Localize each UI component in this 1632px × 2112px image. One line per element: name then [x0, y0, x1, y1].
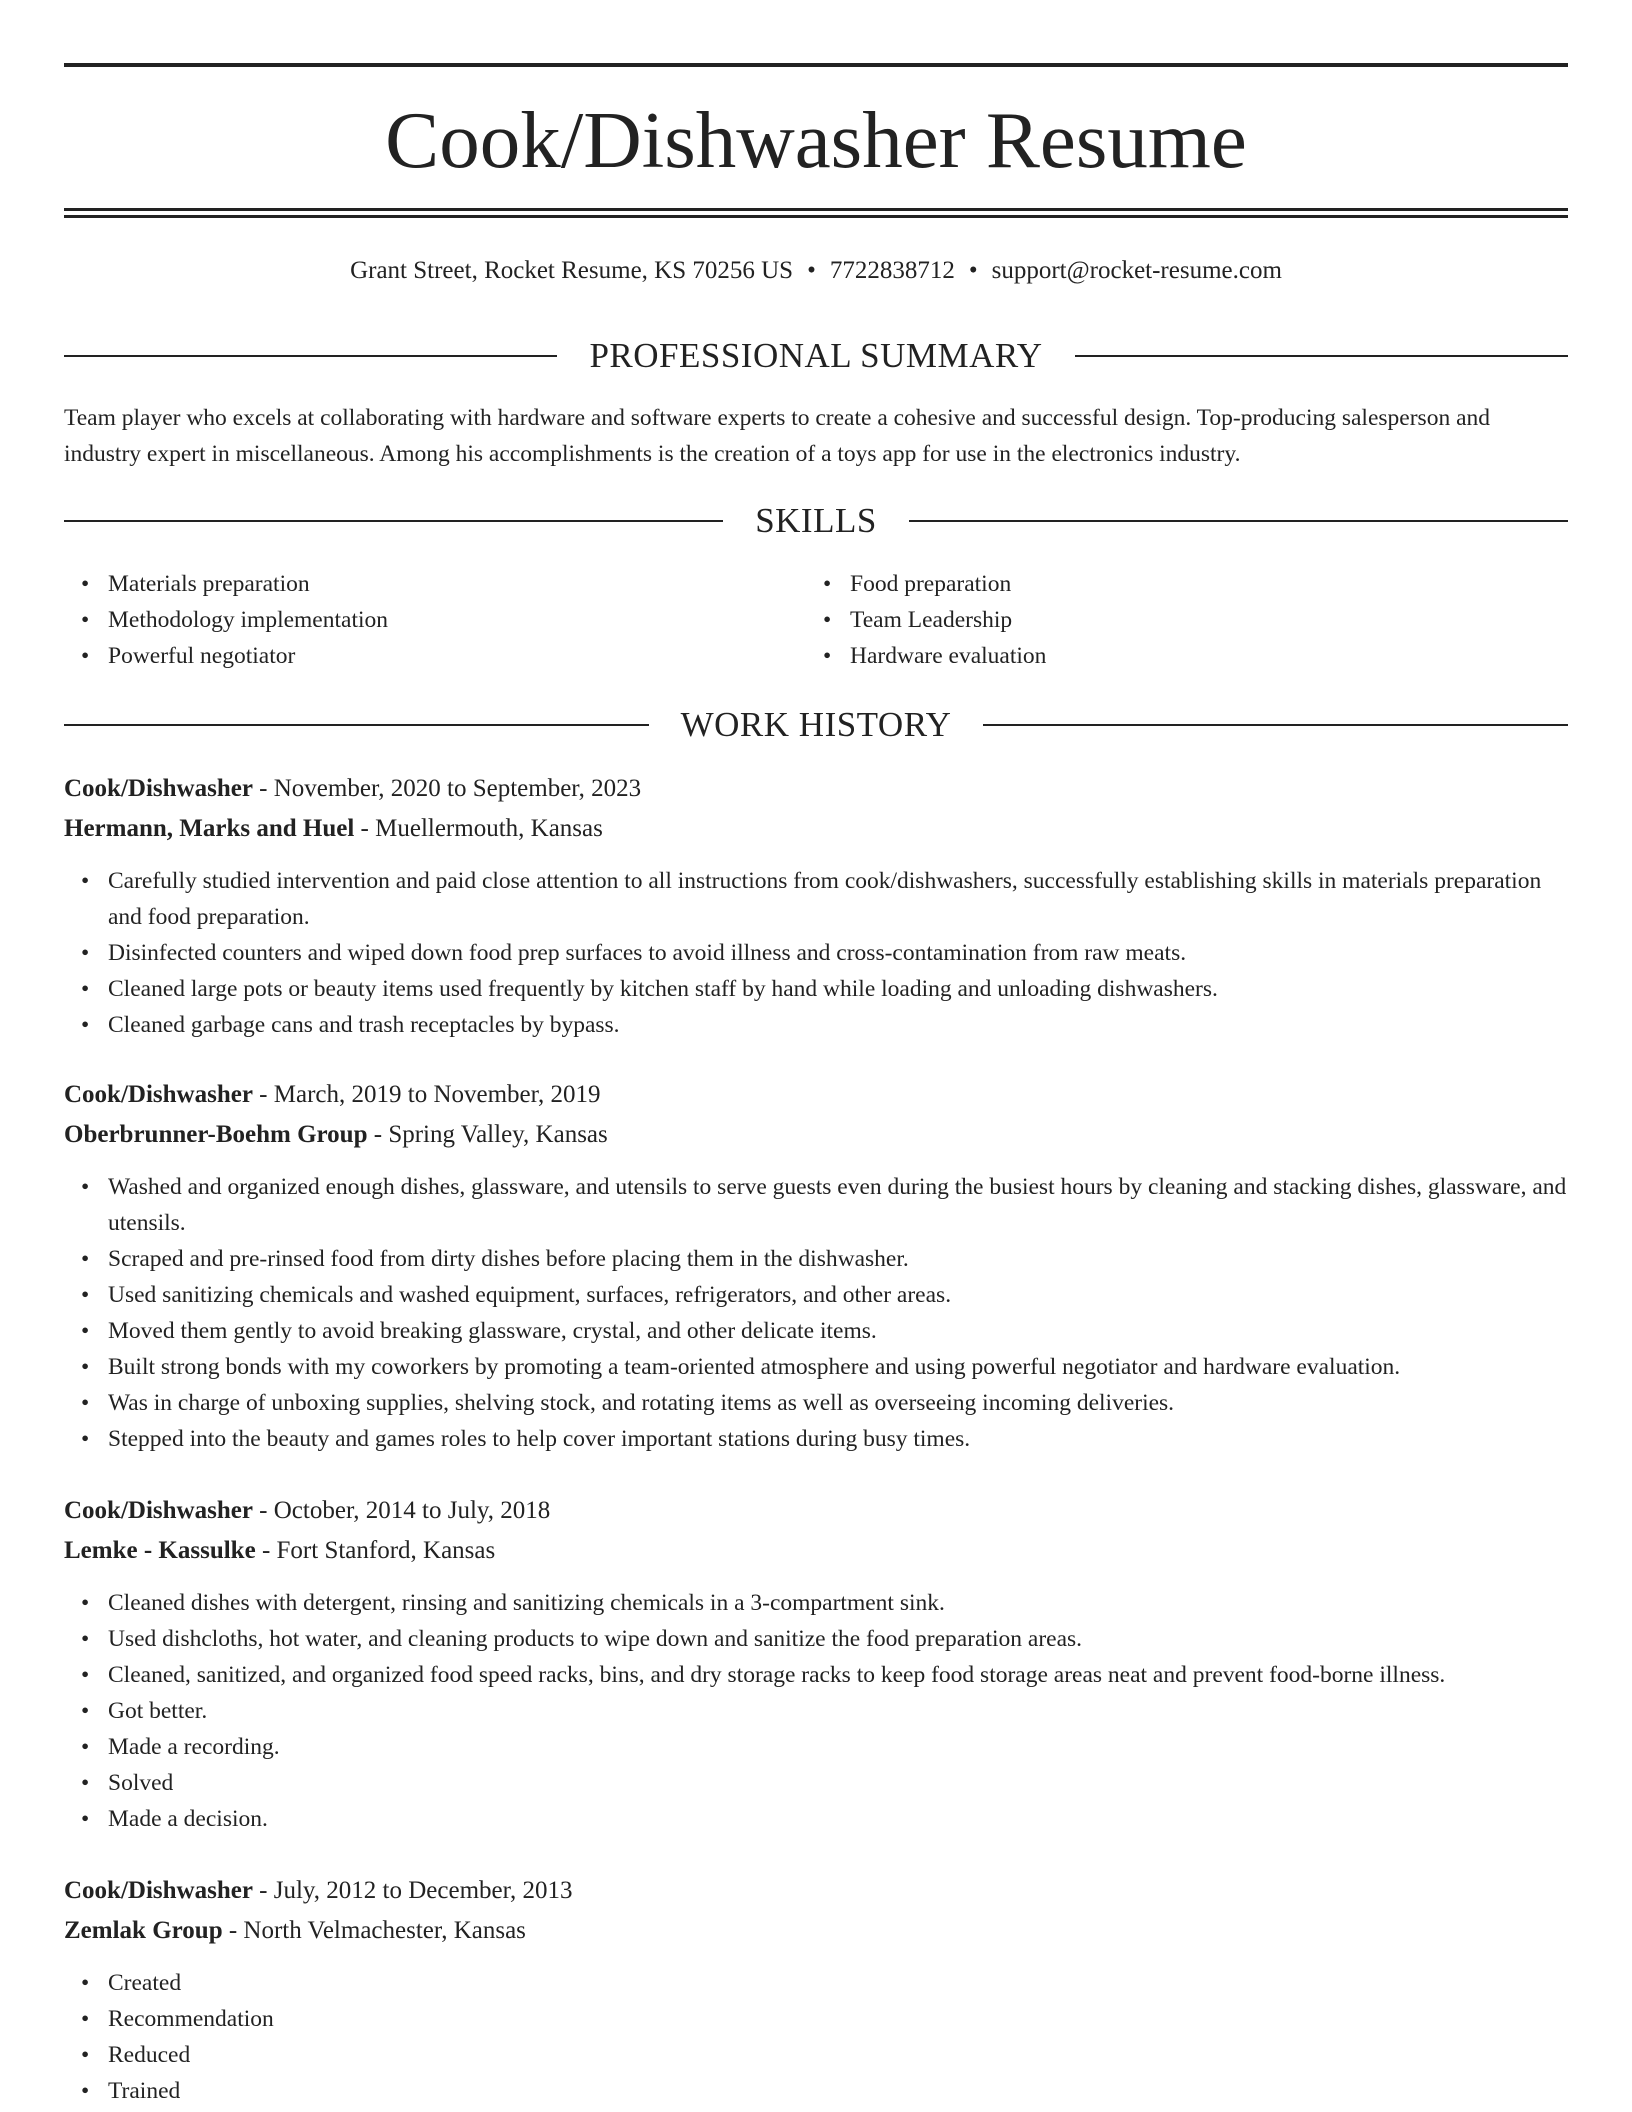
- section-title: SKILLS: [755, 501, 877, 540]
- skill-item: • Powerful negotiator: [64, 638, 806, 674]
- bullet-dot: •: [81, 1626, 90, 1652]
- job-location: - North Velmachester, Kansas: [222, 1917, 526, 1944]
- section-title: WORK HISTORY: [680, 705, 952, 744]
- bullet-dot: •: [81, 1246, 90, 1272]
- job-role: Cook/Dishwasher: [64, 1877, 253, 1904]
- bullet-dot: •: [81, 1282, 90, 1308]
- skill-item: • Food preparation: [806, 566, 1548, 602]
- job-entry: [64, 1491, 1568, 1837]
- heading-rule-left: [64, 355, 557, 357]
- list-item: • Used sanitizing chemicals and washed equipment, surfaces, refrigerators, and other areas.: [64, 1277, 1568, 1313]
- skill-item: • Hardware evaluation: [806, 638, 1548, 674]
- job-company: Oberbrunner-Boehm Group: [64, 1121, 368, 1148]
- list-item: • Made a recording.: [64, 1729, 1568, 1765]
- contact-separator: •: [968, 257, 978, 284]
- job-company-line: [64, 1115, 1568, 1155]
- job-role-line: [64, 1491, 1568, 1531]
- list-item: • Was in charge of unboxing supplies, shelving stock, and rotating items as well as overseeing incoming deliveries.: [64, 1385, 1568, 1421]
- contact-separator: •: [807, 257, 816, 284]
- list-item: • Built strong bonds with my coworkers by promoting a team-oriented atmosphere and using powerful negotiator and hardware evaluation.: [64, 1349, 1568, 1385]
- job-role: Cook/Dishwasher: [64, 1497, 253, 1524]
- bullet-dot: •: [823, 571, 832, 597]
- job-entry: [64, 769, 1568, 1043]
- contact-email: support@rocket-resume.com: [991, 257, 1282, 284]
- job-dates: - October, 2014 to July, 2018: [252, 1497, 551, 1524]
- job-entry: [64, 1871, 1568, 2109]
- job-entry: [64, 1075, 1568, 1457]
- skills-column-left: [64, 566, 806, 674]
- bullet-dot: •: [81, 2006, 90, 2032]
- job-duties-list: [64, 1169, 1568, 1457]
- job-location: - Fort Stanford, Kansas: [255, 1537, 496, 1564]
- job-dates: - March, 2019 to November, 2019: [252, 1081, 601, 1108]
- list-item: • Used dishcloths, hot water, and cleaning products to wipe down and sanitize the food preparation areas.: [64, 1621, 1568, 1657]
- job-company: Hermann, Marks and Huel: [64, 815, 355, 842]
- job-company-line: [64, 1531, 1568, 1571]
- heading-rule-right: [1075, 355, 1568, 357]
- job-location: - Muellermouth, Kansas: [354, 815, 603, 842]
- list-item: • Cleaned dishes with detergent, rinsing and sanitizing chemicals in a 3-compartment sink.: [64, 1585, 1568, 1621]
- section-heading-work-history: [64, 705, 1568, 745]
- bullet-dot: •: [81, 1970, 90, 1996]
- job-role: Cook/Dishwasher: [64, 775, 253, 802]
- bullet-dot: •: [81, 571, 90, 597]
- list-item: • Cleaned large pots or beauty items used frequently by kitchen staff by hand while loading and unloading dishwashers.: [64, 971, 1568, 1007]
- bullet-dot: •: [81, 976, 90, 1002]
- job-duties-list: [64, 863, 1568, 1043]
- job-company: Lemke - Kassulke: [64, 1537, 256, 1564]
- bullet-dot: •: [81, 643, 90, 669]
- bullet-dot: •: [81, 1354, 90, 1380]
- list-item: • Recommendation: [64, 2001, 1568, 2037]
- bullet-dot: •: [81, 940, 90, 966]
- skill-item: • Materials preparation: [64, 566, 806, 602]
- contact-phone: 7722838712: [829, 257, 955, 284]
- section-heading-skills: [64, 501, 1568, 541]
- list-item: • Disinfected counters and wiped down food prep surfaces to avoid illness and cross-contamination from raw meats.: [64, 935, 1568, 971]
- bullet-dot: •: [81, 2042, 90, 2068]
- list-item: • Washed and organized enough dishes, glassware, and utensils to serve guests even during the busiest hours by cleaning and stacking dishes, glassware, and utensils.: [64, 1169, 1568, 1241]
- bullet-dot: •: [81, 1174, 90, 1200]
- page-title: Cook/Dishwasher Resume: [385, 95, 1247, 185]
- list-item: • Cleaned, sanitized, and organized food speed racks, bins, and dry storage racks to keep food storage areas neat and prevent food-borne illness.: [64, 1657, 1568, 1693]
- bullet-dot: •: [81, 1590, 90, 1616]
- bullet-dot: •: [81, 1318, 90, 1344]
- job-role-line: [64, 1871, 1568, 1911]
- bullet-dot: •: [823, 643, 832, 669]
- job-role: Cook/Dishwasher: [64, 1081, 253, 1108]
- list-item: • Trained: [64, 2073, 1568, 2109]
- contact-line: [64, 255, 1568, 287]
- bullet-dot: •: [81, 1734, 90, 1760]
- list-item: • Created: [64, 1965, 1568, 2001]
- list-item: • Moved them gently to avoid breaking glassware, crystal, and other delicate items.: [64, 1313, 1568, 1349]
- job-duties-list: [64, 1585, 1568, 1837]
- bullet-dot: •: [81, 1012, 90, 1038]
- skills-list: [64, 566, 1568, 674]
- bullet-dot: •: [81, 1770, 90, 1796]
- bullet-dot: •: [81, 1390, 90, 1416]
- skill-item: • Methodology implementation: [64, 602, 806, 638]
- bullet-dot: •: [81, 2078, 90, 2104]
- contact-address: Grant Street, Rocket Resume, KS 70256 US: [350, 257, 794, 284]
- list-item: • Reduced: [64, 2037, 1568, 2073]
- skill-item: • Team Leadership: [806, 602, 1548, 638]
- list-item: • Scraped and pre-rinsed food from dirty dishes before placing them in the dishwasher.: [64, 1241, 1568, 1277]
- heading-rule-right: [983, 724, 1568, 726]
- job-company-line: [64, 809, 1568, 849]
- job-location: - Spring Valley, Kansas: [367, 1121, 608, 1148]
- list-item: • Made a decision.: [64, 1801, 1568, 1837]
- bullet-dot: •: [81, 1426, 90, 1452]
- summary-text: Team player who excels at collaborating with hardware and software experts to create a cohesive and successful design. Top-producing salesperson and industry expert in miscellaneous. Among his accomplishments is the creation of a toys app for use in the electronics industry.: [64, 405, 1490, 467]
- bullet-dot: •: [81, 1698, 90, 1724]
- bullet-dot: •: [81, 1662, 90, 1688]
- list-item: • Carefully studied intervention and paid close attention to all instructions from cook/dishwashers, successfully establishing skills in materials preparation and food preparation.: [64, 863, 1568, 935]
- list-item: • Cleaned garbage cans and trash receptacles by bypass.: [64, 1007, 1568, 1043]
- job-company-line: [64, 1911, 1568, 1951]
- section-title: PROFESSIONAL SUMMARY: [589, 336, 1043, 375]
- bullet-dot: •: [81, 1806, 90, 1832]
- bullet-dot: •: [81, 868, 90, 894]
- bullet-dot: •: [81, 607, 90, 633]
- section-heading-summary: [64, 336, 1568, 376]
- bullet-dot: •: [823, 607, 832, 633]
- job-role-line: [64, 1075, 1568, 1115]
- job-role-line: [64, 769, 1568, 809]
- list-item: • Solved: [64, 1765, 1568, 1801]
- list-item: • Got better.: [64, 1693, 1568, 1729]
- title-double-rule: [64, 208, 1568, 218]
- job-duties-list: [64, 1965, 1568, 2109]
- heading-rule-right: [909, 520, 1568, 522]
- list-item: • Stepped into the beauty and games roles to help cover important stations during busy times.: [64, 1421, 1568, 1457]
- skills-column-right: [806, 566, 1548, 674]
- job-dates: - July, 2012 to December, 2013: [252, 1877, 573, 1904]
- heading-rule-left: [64, 520, 723, 522]
- heading-rule-left: [64, 724, 649, 726]
- top-rule: [64, 63, 1568, 67]
- job-company: Zemlak Group: [64, 1917, 223, 1944]
- job-dates: - November, 2020 to September, 2023: [252, 775, 642, 802]
